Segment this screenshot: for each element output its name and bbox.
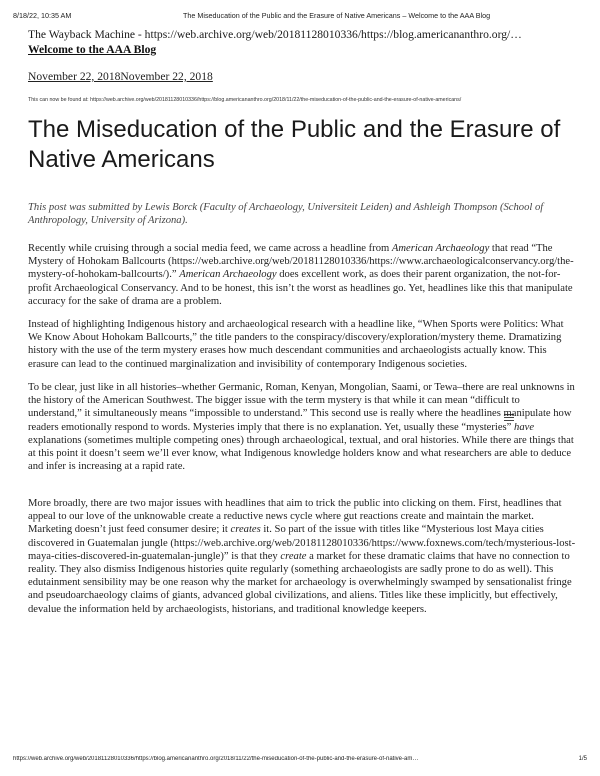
emphasis: creates — [230, 524, 261, 536]
paragraph-4-text-c: a market for these dramatic claims that have no connection to reality. They also dismiss Indigenous histories quite regularly (something archaeologists are sadly prone to do as well). This edutainment sensibility may be one reason why the market for archaeology is overwhelmingly swamped by sensationalist fringe and pseudoarchaeology claims of giants, advanced global civilizations, and aliens. Titles like these implicitly, but effectively, devalue the information held by archaeologists, historians, and traditional knowledge keepers. — [28, 550, 572, 615]
print-page-title: The Miseducation of the Public and the Erasure of Native Americans – Welcome to the AAA Blog — [183, 11, 491, 20]
paragraph-1-text-a: Recently while cruising through a social media feed, we came across a headline from — [28, 243, 392, 254]
wayback-banner[interactable]: The Wayback Machine - https://web.archive.org/web/20181128010336/https://blog.americananthro.org/… — [28, 28, 522, 41]
emphasis: have — [514, 421, 535, 433]
article-title: The Miseducation of the Public and the Erasure of Native Americans — [28, 116, 561, 173]
paragraph-3 — [28, 381, 576, 473]
paragraph-3-text-a: To be clear, just like in all histories–whether Germanic, Roman, Kenyan, Mongolian, Saami, or Tewa–there are real unknowns in the history of the American Southwest. The bigger issue with the term mystery is that while it can mean “difficult to understand,” it simultaneously means “impossible to understand.” This second use is really where the headlines manipulate how readers emotionally respond to words. Mysteries imply that there is no explanation. Yet, usually these “mysteries” — [28, 382, 575, 433]
emphasis: create — [280, 550, 307, 562]
publication-name: American Archaeology — [179, 269, 277, 281]
paragraph-3-text-b: explanations (sometimes multiple competing ones) through archaeological, textual, and oral histories. While there are things that at this point it doesn’t seem we’ll ever know, what Indigenous knowledge holders know and what researchers are able to deduce and infer is increasing at a rapid rate. — [28, 434, 574, 473]
print-header — [13, 11, 587, 23]
found-at-notice: This can now be found at: https://web.archive.org/web/20181128010336/https://blog.americananthro.org/2018/11/22/the-miseducation-of-the-public-and-the-erasure-of-native-americans/ — [28, 97, 462, 103]
paragraph-4-text-b: it. So part of the issue with titles like “Mysterious lost Maya cities discovered in Guatemalan jungle (https://web.archive.org/web/20181128010336/https://www.foxnews.com/tech/mysterious-lost-maya-cities-discovered-in-guatemalan-jungle)” is that they — [28, 524, 576, 562]
paragraph-4 — [28, 497, 576, 616]
publication-name: American Archaeology — [391, 243, 490, 254]
paragraph-1 — [28, 242, 576, 308]
post-date-link[interactable]: November 22, 2018November 22, 2018 — [28, 70, 213, 83]
print-footer — [13, 756, 587, 766]
print-datetime: 8/18/22, 10:35 AM — [13, 11, 72, 20]
paragraph-1-text-c: does excellent work, as does their parent organization, the not-for-profit Archaeological Conservancy. And to be honest, this isn’t the worst as headlines go. Yet, headlines like this that manipulate accuracy for the sake of drama are a problem. — [28, 269, 573, 307]
blog-home-link[interactable]: Welcome to the AAA Blog — [28, 43, 157, 56]
print-footer-url: https://web.archive.org/web/20181128010336/https://blog.americananthro.org/2018/11/22/the-miseducation-of-the-public-and-the-erasure-of-native-am… — [13, 756, 419, 762]
article-intro: This post was submitted by Lewis Borck (Faculty of Archaeology, Universiteit Leiden) and Ashleigh Thompson (School of Anthropology, University of Arizona). — [28, 202, 544, 227]
paragraph-1-text-b: that read “The Mystery of Hohokam Ballcourts (https://web.archive.org/web/20181128010336/https://www.archaeologicalconservancy.org/the-mystery-of-hohokam-ballcourts/).” — [28, 243, 574, 281]
paragraph-4-text-a: More broadly, there are two major issues with headlines that aim to trick the public into clicking on them. First, headlines that appeal to our love of the unknowable create a reductive news cycle where gut reactions create and maintain the market. Marketing doesn’t just feed consumer desire; it — [28, 498, 562, 536]
page-number: 1/5 — [578, 756, 587, 762]
paragraph-2: Instead of highlighting Indigenous history and archaeological research with a headline like, “When Sports were Politics: What We Know About Hohokam Ballcourts,” the title panders to the conspiracy/discovery/exploration/mystery theme. Dramatizing history with the use of the term mystery erases how much descendant communities and archaeologists actually know. This erasure can lead to the continued marginalization and invisibility of contemporary Indigenous societies. — [28, 319, 564, 370]
